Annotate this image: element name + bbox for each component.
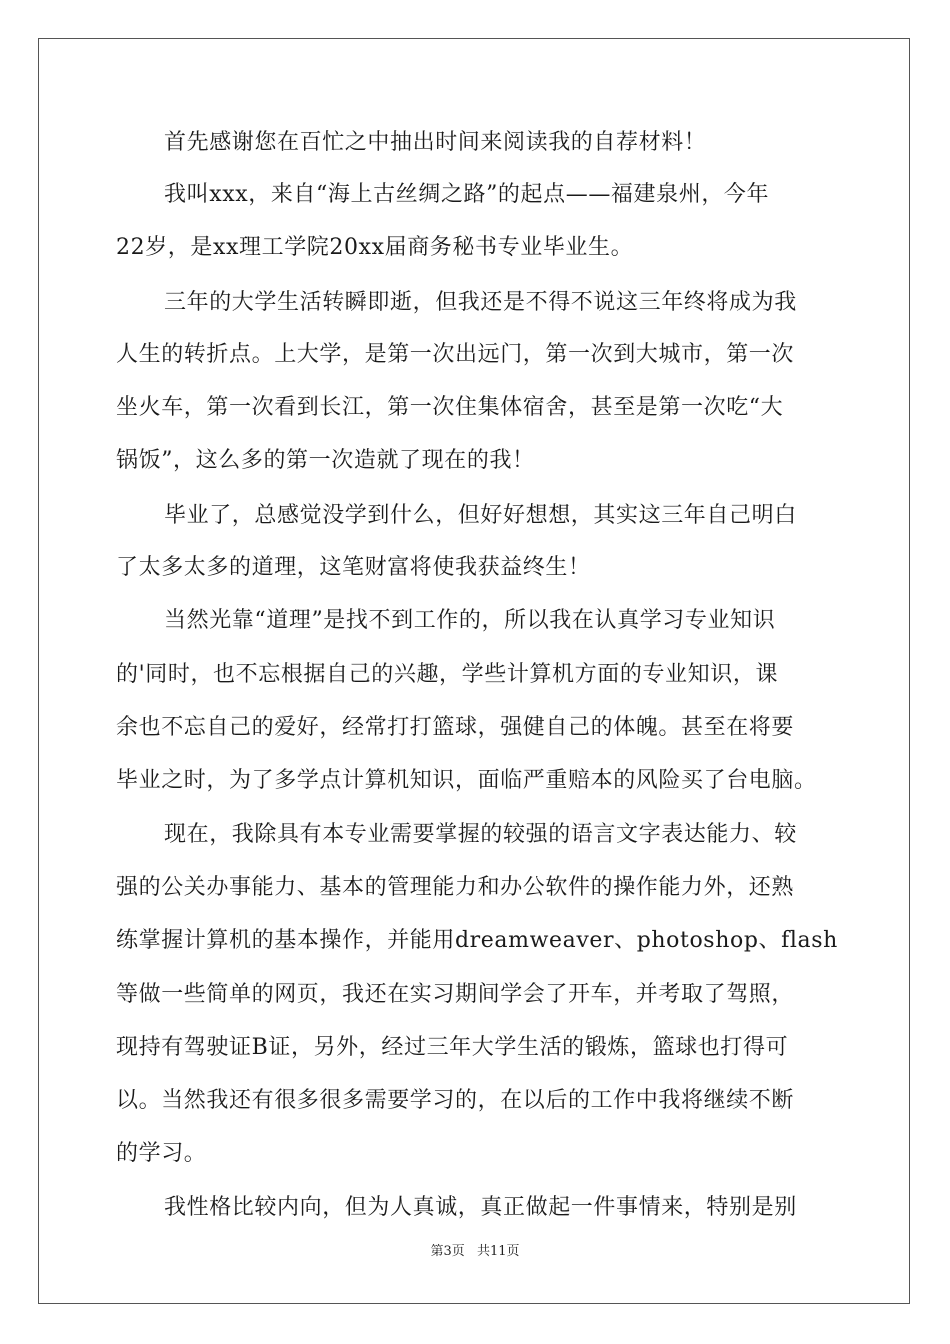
page-number: 第3页 bbox=[430, 1244, 465, 1259]
text-line: 人生的转折点。上大学，是第一次出远门，第一次到大城市，第一次 bbox=[116, 342, 795, 367]
text-line: 毕业了，总感觉没学到什么，但好好想想，其实这三年自己明白 bbox=[164, 503, 797, 528]
text-line: 现持有驾驶证B证，另外，经过三年大学生活的锻炼，篮球也打得可 bbox=[116, 1035, 789, 1060]
text-line: 22岁，是xx理工学院20xx届商务秘书专业毕业生。 bbox=[116, 235, 634, 260]
text-line: 现在，我除具有本专业需要掌握的较强的语言文字表达能力、较 bbox=[164, 822, 797, 847]
text-line: 坐火车，第一次看到长江，第一次住集体宿舍，甚至是第一次吃“大 bbox=[116, 395, 784, 420]
text-line: 强的公关办事能力、基本的管理能力和办公软件的操作能力外，还熟 bbox=[116, 875, 795, 900]
text-line: 毕业之时，为了多学点计算机知识，面临严重赔本的风险买了台电脑。 bbox=[116, 768, 817, 793]
text-line: 余也不忘自己的爱好，经常打打篮球，强健自己的体魄。甚至在将要 bbox=[116, 715, 795, 740]
text-line: 练掌握计算机的基本操作，并能用dreamweaver、photoshop、flash bbox=[116, 928, 838, 953]
text-line: 锅饭”，这么多的第一次造就了现在的我！ bbox=[116, 448, 535, 473]
text-line: 了太多太多的道理，这笔财富将使我获益终生！ bbox=[116, 555, 591, 580]
text-line: 首先感谢您在百忙之中抽出时间来阅读我的自荐材料！ bbox=[164, 130, 707, 155]
text-line: 我叫xxx，来自“海上古丝绸之路”的起点——福建泉州，今年 bbox=[164, 182, 770, 207]
text-line: 我性格比较内向，但为人真诚，真正做起一件事情来，特别是别 bbox=[164, 1195, 797, 1220]
text-line: 等做一些简单的网页，我还在实习期间学会了开车，并考取了驾照， bbox=[116, 982, 795, 1007]
total-pages: 共11页 bbox=[476, 1244, 520, 1259]
text-line: 三年的大学生活转瞬即逝，但我还是不得不说这三年终将成为我 bbox=[164, 290, 797, 315]
page-footer bbox=[0, 1240, 950, 1259]
text-line: 当然光靠“道理”是找不到工作的，所以我在认真学习专业知识 bbox=[164, 608, 776, 633]
text-line: 的'同时，也不忘根据自己的兴趣，学些计算机方面的专业知识，课 bbox=[116, 662, 779, 687]
text-line: 以。当然我还有很多很多需要学习的，在以后的工作中我将继续不断 bbox=[116, 1088, 795, 1113]
text-line: 的学习。 bbox=[116, 1141, 207, 1166]
